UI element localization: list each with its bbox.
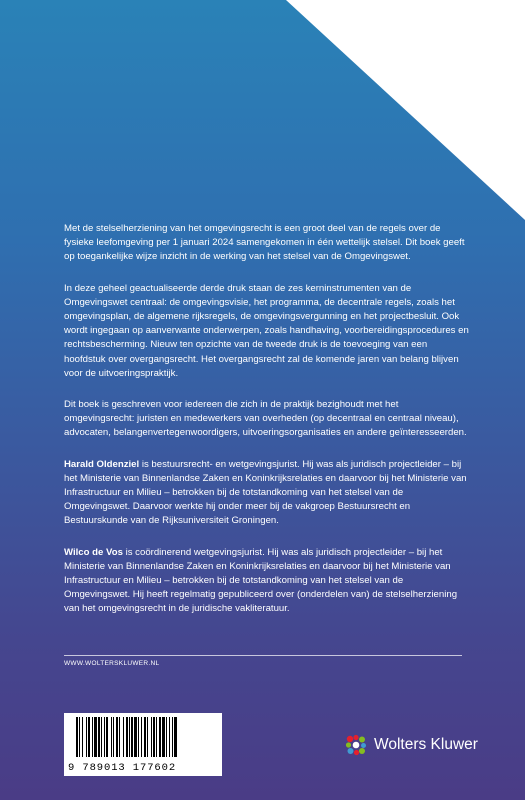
paragraph-author-2: Wilco de Vos is coördinerend wetgevingsjurist. Hij was als juridisch projectleider – bij het Ministerie van Binnenlandse Zaken en Koninkrijksrelaties en daarvoor bij het Ministerie van Infrastructuur en Milieu – betrokken bij de totstandkoming van het stelsel van de Omgevingswet. Hij heeft regelmatig gepubliceerd over (onderdelen van) de stelselherziening van het omgevingsrecht in de juridische vakliteratuur. xyxy=(64,546,458,615)
barcode-bar xyxy=(123,717,124,757)
barcode-bar xyxy=(76,717,78,757)
paragraph-intro: Met de stelselherziening van het omgevingsrecht is een groot deel van de regels over de fysieke leefomgeving per 1 januari 2024 samengekomen in één wettelijk stelsel. Dit boek geeft op toegankelijke wijze inzicht in de werking van het stelsel van de Omgevingswet. xyxy=(64,223,465,263)
barcode-bar xyxy=(113,717,114,757)
wolters-kluwer-logo-icon xyxy=(344,733,368,757)
paragraph-audience: Dit boek is geschreven voor iedereen die zich in de praktijk bezighoudt met het omgevingsrecht: juristen en medewerkers van overheden (op decentraal en centraal niveau), advocaten, belangenvertegenwoordigers, uitvoeringsorganisaties en andere geïnteresseerden. xyxy=(64,399,467,439)
barcode-bar xyxy=(151,717,152,757)
barcode-bar xyxy=(92,717,93,757)
barcode-bar xyxy=(147,717,148,757)
barcode-bar xyxy=(94,717,97,757)
barcode-bar xyxy=(159,717,161,757)
barcode-bar xyxy=(134,717,137,757)
divider-line xyxy=(64,655,462,656)
barcode-bar xyxy=(101,717,102,757)
barcode-bar xyxy=(86,717,87,757)
barcode-bar xyxy=(153,717,155,757)
barcode-bar xyxy=(129,717,130,757)
barcode-bar xyxy=(116,717,118,757)
paragraph-author-1: Harald Oldenziel is bestuursrecht- en wetgevingsjurist. Hij was als juridisch projectleider – bij het Ministerie van Binnenlandse Zaken en Koninkrijksrelaties en daarvoor bij het Ministerie van Infrastructuur en Milieu – betrokken bij de totstandkoming van het stelsel van de Omgevingswet. Daarvoor werkte hij onder meer bij de vakgroep Bestuursrecht en Bestuurskunde van de Rijksuniversiteit Groningen. xyxy=(64,458,467,527)
blurb-text xyxy=(64,222,470,634)
barcode-bars xyxy=(64,717,222,767)
barcode-bar xyxy=(131,717,133,757)
barcode-bar xyxy=(126,717,128,757)
barcode-bar xyxy=(162,717,165,757)
barcode-bar xyxy=(111,717,112,757)
barcode-bar xyxy=(166,717,167,757)
barcode-bar xyxy=(79,717,80,757)
author-2-name: Wilco de Vos xyxy=(64,546,123,558)
barcode-bar xyxy=(106,717,108,757)
barcode-bar xyxy=(88,717,90,757)
paragraph-contents: In deze geheel geactualiseerde derde druk staan de zes kerninstrumenten van de Omgevingswet centraal: de omgevingsvisie, het programma, de decentrale regels, zoals het omgevingsplan, de algemene rijksregels, de omgevingsvergunning en het projectbesluit. Ook wordt ingegaan op aanverwante onderwerpen, zoals handhaving, voorbereidingsprocedures en rechtsbescherming. Nieuw ten opzichte van de tweede druk is de toevoeging van een hoofdstuk over overgangsrecht. Het overgangsrecht zal de komende jaren van belang blijven voor de uitvoeringspraktijk. xyxy=(64,282,469,379)
barcode-bar xyxy=(98,717,100,757)
barcode-bar xyxy=(141,717,142,757)
barcode-bar xyxy=(138,717,139,757)
barcode-bar xyxy=(156,717,157,757)
barcode-bar xyxy=(172,717,173,757)
website-url: WWW.WOLTERSKLUWER.NL xyxy=(64,660,160,667)
publisher-logo xyxy=(344,733,478,757)
barcode-bar xyxy=(82,717,83,757)
barcode-bar xyxy=(169,717,170,757)
barcode-bar xyxy=(174,717,177,757)
barcode-bar xyxy=(144,717,146,757)
author-1-name: Harald Oldenziel xyxy=(64,458,140,470)
isbn-barcode xyxy=(64,713,222,776)
barcode-bar xyxy=(119,717,120,757)
barcode-bar xyxy=(104,717,105,757)
barcode-number: 9 789013 177602 xyxy=(68,762,177,774)
publisher-name: Wolters Kluwer xyxy=(374,736,478,753)
